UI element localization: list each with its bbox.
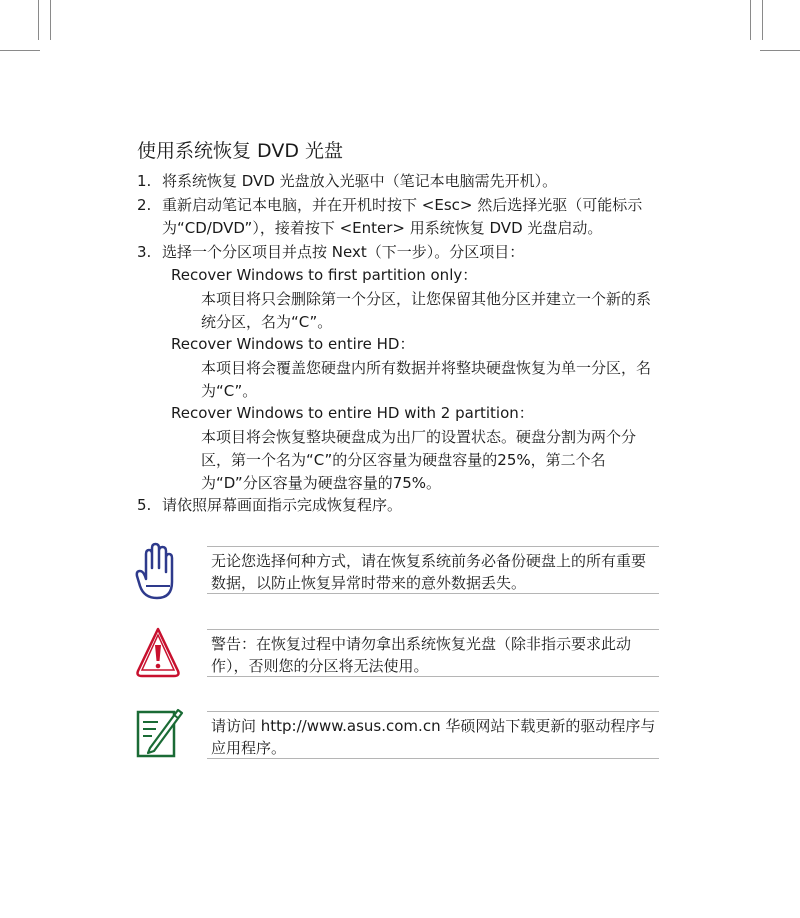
- section-title: 使用系统恢复 DVD 光盘: [137, 140, 344, 162]
- crop-mark: [750, 0, 751, 40]
- note-text: 警告：在恢复过程中请勿拿出系统恢复光盘（除非指示要求此动作），否则您的分区将无法使用。: [211, 635, 632, 675]
- option-description: 本项目将只会删除第一个分区，让您保留其他分区并建立一个新的系统分区，名为“C”。: [201, 290, 652, 331]
- crop-mark: [0, 50, 40, 51]
- option-description: 本项目将会覆盖您硬盘内所有数据并将整块硬盘恢复为单一分区，名为“C”。: [201, 359, 652, 400]
- step-number: 3.: [137, 243, 152, 261]
- step-text: 重新启动笔记本电脑，并在开机时按下 <Esc> 然后选择光驱（可能标示为“CD/DVD”），接着按下 <Enter> 用系统恢复 DVD 光盘启动。: [162, 196, 643, 237]
- note-box: [207, 629, 659, 677]
- crop-mark: [760, 50, 800, 51]
- note-text: 无论您选择何种方式，请在恢复系统前务必备份硬盘上的所有重要数据，以防止恢复异常时带来的意外数据丢失。: [211, 552, 647, 592]
- warning-icon: [134, 625, 182, 685]
- option-label: Recover Windows to entire HD with 2 partition：: [171, 404, 534, 422]
- note-box: [207, 546, 659, 594]
- crop-mark: [50, 0, 51, 40]
- step-number: 1.: [137, 172, 152, 190]
- hand-stop-icon: [134, 542, 178, 606]
- step-text: 请依照屏幕画面指示完成恢复程序。: [162, 496, 403, 514]
- step-number: 5.: [137, 496, 152, 514]
- option-label: Recover Windows to entire HD：: [171, 335, 415, 353]
- note-pencil-icon: [134, 704, 184, 764]
- note-text: 请访问 http://www.asus.com.cn 华硕网站下载更新的驱动程序与应用程序。: [211, 717, 656, 757]
- option-description: 本项目将会恢复整块硬盘成为出厂的设置状态。硬盘分割为两个分区，第一个名为“C”的分区容量为硬盘容量的25%，第二个名为“D”分区容量为硬盘容量的75%。: [201, 428, 637, 492]
- crop-mark: [762, 0, 763, 40]
- crop-mark: [38, 0, 39, 40]
- step-text: 选择一个分区项目并点按 Next（下一步）。分区项目：: [162, 243, 525, 261]
- step-number: 2.: [137, 196, 152, 214]
- note-box: [207, 711, 659, 759]
- option-label: Recover Windows to first partition only：: [171, 266, 478, 284]
- step-text: 将系统恢复 DVD 光盘放入光驱中（笔记本电脑需先开机）。: [162, 172, 558, 190]
